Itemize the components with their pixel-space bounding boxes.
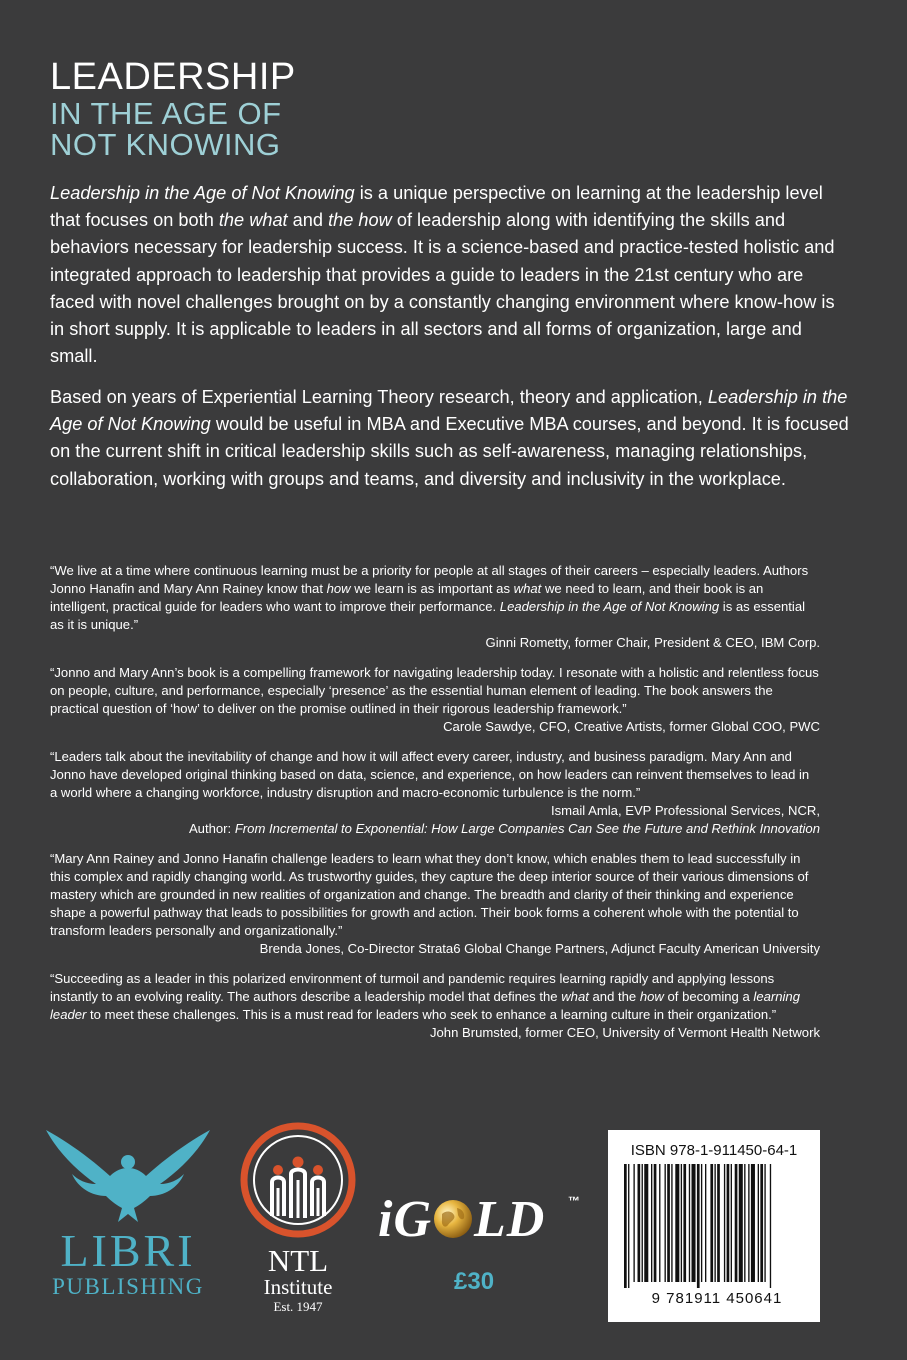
text-run: would be useful in MBA and Executive MBA courses, and beyond. It is focused on the current shift in critical leadership skills such as self-awareness, managing relationships, collaboration, working with groups and teams, and diversity and inclusivity in the workplace. <box>50 414 849 489</box>
endorsement-attribution <box>50 802 820 838</box>
barcode-bar <box>724 1164 725 1282</box>
endorsement-attribution <box>50 634 820 652</box>
endorsement-text <box>50 562 820 634</box>
italic-text: Leadership in the Age of Not Knowing <box>50 183 355 203</box>
endorsement <box>50 748 820 838</box>
italic-text: learning leader <box>50 989 800 1022</box>
barcode-bar <box>710 1164 713 1282</box>
italic-text: how <box>326 581 351 596</box>
barcode-bar <box>671 1164 672 1282</box>
libri-publishing-logo <box>38 1118 218 1318</box>
barcode-bar <box>735 1164 738 1282</box>
institute-wordmark: Institute <box>263 1275 333 1299</box>
text-run: John Brumsted, former CEO, University of Vermont Health Network <box>429 1025 820 1040</box>
attribution-line <box>50 802 820 820</box>
endorsement-attribution <box>50 940 820 958</box>
italic-text: From Incremental to Exponential: How Large Companies Can See the Future and Rethink Innovation <box>234 821 820 836</box>
italic-text: how <box>639 989 664 1004</box>
description-paragraph-2 <box>50 384 850 493</box>
italic-text: Leadership in the Age of Not Knowing <box>499 599 720 614</box>
text-run: “Succeeding as a leader in this polarized environment of turmoil and pandemic requires learning rapidly and applying lessons instantly to an evolving reality. The authors describe a leadership model that defines the <box>50 971 775 1004</box>
text-run: Based on years of Experiential Learning Theory research, theory and application, <box>50 387 708 407</box>
barcode-bar <box>748 1164 749 1282</box>
igold-logo <box>378 1190 588 1310</box>
rich-text <box>50 180 850 370</box>
attribution-line <box>50 1024 820 1042</box>
endorsement-attribution <box>50 718 820 736</box>
trademark-symbol: ™ <box>568 1194 580 1208</box>
barcode-bar <box>764 1164 765 1282</box>
text-run: we learn is as important as <box>350 581 514 596</box>
italic-text: what <box>561 989 589 1004</box>
isbn-barcode-box <box>608 1130 820 1322</box>
isbn-digits: 9 781911 450641 <box>651 1290 783 1307</box>
barcode-bar <box>638 1164 641 1282</box>
text-run: Author: <box>188 821 235 836</box>
barcode-bar <box>751 1164 755 1282</box>
attribution-line <box>50 718 820 736</box>
publishing-wordmark: PUBLISHING <box>52 1274 204 1299</box>
text-run: of becoming a <box>663 989 754 1004</box>
text-run: to meet these challenges. This is a must read for leaders who seek to enhance a learning culture in their organization.” <box>86 1007 777 1022</box>
isbn-label: ISBN 978-1-911450-64-1 <box>630 1142 798 1159</box>
text-run: and the <box>588 989 640 1004</box>
text-run: Carole Sawdye, CFO, Creative Artists, former Global COO, PWC <box>443 719 820 734</box>
barcode-bar <box>644 1164 648 1282</box>
endorsement-text <box>50 664 820 718</box>
eagle-icon <box>38 1118 218 1228</box>
barcode-bar <box>667 1164 670 1282</box>
barcode-bar <box>624 1164 627 1288</box>
attribution-line <box>50 634 820 652</box>
barcode-bar <box>628 1164 629 1288</box>
text-run: we need to learn, and their book is an intelligent, practical guide for leaders who want to improve their performance. <box>50 581 764 614</box>
ntl-institute-logo <box>238 1118 358 1314</box>
price: £30 <box>454 1268 495 1295</box>
globe-icon <box>432 1198 474 1240</box>
barcode <box>620 1164 810 1292</box>
title-block <box>50 56 296 160</box>
established-year: Est. 1947 <box>273 1299 323 1314</box>
attribution-line <box>50 940 820 958</box>
endorsement <box>50 562 820 652</box>
attribution-line <box>50 820 820 838</box>
text-run: Brenda Jones, Co-Director Strata6 Global Change Partners, Adjunct Faculty American University <box>259 941 820 956</box>
description-paragraph-1 <box>50 180 850 370</box>
igold-suffix: LD <box>474 1191 546 1248</box>
text-run: “Jonno and Mary Ann’s book is a compelling framework for navigating leadership today. I resonate with a holistic and relentless focus on people, culture, and performance, especially ‘presence’ as the essential human element of leading. The book answers the practical question of ‘how’ to deliver on the promise outlined in their rigorous leadership framework.” <box>50 665 819 716</box>
barcode-bar <box>744 1164 745 1282</box>
endorsement <box>50 850 820 958</box>
endorsement <box>50 970 820 1042</box>
endorsement-text <box>50 748 820 802</box>
endorsement-text <box>50 970 820 1024</box>
barcode-bar <box>692 1164 696 1282</box>
barcode-bar <box>633 1164 634 1282</box>
barcode-bar <box>714 1164 715 1282</box>
barcode-bar <box>654 1164 657 1282</box>
barcode-bar <box>681 1164 682 1282</box>
text-run: is as essential as it is unique.” <box>50 599 806 632</box>
title-line-2: IN THE AGE OF <box>50 96 282 131</box>
barcode-bar <box>770 1164 771 1288</box>
endorsement-text <box>50 850 820 940</box>
barcode-bar <box>683 1164 686 1282</box>
barcode-bar <box>642 1164 643 1282</box>
libri-wordmark: LIBRI <box>60 1225 196 1276</box>
barcode-bar <box>651 1164 652 1282</box>
barcode-bar <box>727 1164 730 1282</box>
ntl-wordmark: NTL <box>267 1243 329 1278</box>
barcode-bar <box>717 1164 720 1282</box>
text-run: Ismail Amla, EVP Professional Services, NCR, <box>551 803 820 818</box>
text-run: “Leaders talk about the inevitability of change and how it will affect every career, industry, and business paradigm. Mary Ann and Jonno have developed original thinking based on data, science, and experience, on how leaders can reinvent themselves to lead in a world where a changing workforce, industry disruption and macro-economic turbulence is the norm.” <box>50 749 810 800</box>
barcode-bar <box>659 1164 660 1282</box>
italic-text: what <box>513 581 542 596</box>
barcode-bar <box>689 1164 690 1282</box>
ntl-people-icon <box>238 1118 358 1244</box>
endorsement-attribution <box>50 1024 820 1042</box>
italic-text: the what <box>218 210 288 231</box>
barcode-bar <box>675 1164 679 1282</box>
rich-text <box>50 384 850 493</box>
text-run: “Mary Ann Rainey and Jonno Hanafin challenge leaders to learn what they don’t know, which enables them to lead successfully in this complex and rapidly changing world. As trustworthy guides, they capture the deep interior source of their various dimensions of mastery which are grounded in new realities of organization and change. The breadth and clarity of their thinking and experience shape a powerful pathway that leads to possibilities for growth and action. Their book forms a coherent whole with the potential to transform leaders personally and organizationally.” <box>50 851 809 938</box>
barcode-bar <box>705 1164 706 1282</box>
barcode-bar <box>739 1164 743 1282</box>
text-run: “We live at a time where continuous learning must be a priority for people at all stages of their careers – especially leaders. Authors Jonno Hanafin and Mary Ann Rainey know that <box>50 563 809 596</box>
text-run: of leadership along with identifying the skills and behaviors necessary for leadership success. It is a science-based and practice-tested holistic and integrated approach to leadership that provides a guide to leaders in the 21st century who are faced with novel challenges brought on by a constantly changing environment where know-how is in short supply. It is applicable to leaders in all sectors and all forms of organization, large and small. <box>50 210 835 367</box>
igold-prefix: iG <box>378 1191 432 1248</box>
barcode-bar <box>731 1164 732 1282</box>
title-line-3: NOT KNOWING <box>50 127 281 162</box>
title-line-1: LEADERSHIP <box>50 56 296 98</box>
publisher-logos <box>0 1118 907 1348</box>
endorsement <box>50 664 820 736</box>
barcode-bar <box>701 1164 702 1282</box>
italic-text: the how <box>328 210 392 231</box>
barcode-bar <box>665 1164 666 1282</box>
endorsements <box>50 562 820 1054</box>
barcode-bar <box>758 1164 759 1282</box>
text-run: Ginni Rometty, former Chair, President & CEO, IBM Corp. <box>485 635 820 650</box>
barcode-bar <box>760 1164 763 1282</box>
text-run: is a unique perspective on learning at the leadership level that focuses on both <box>50 183 823 231</box>
italic-text: Leadership in the Age of Not Knowing <box>50 387 848 435</box>
barcode-bar <box>697 1164 700 1288</box>
text-run: and <box>287 210 329 231</box>
